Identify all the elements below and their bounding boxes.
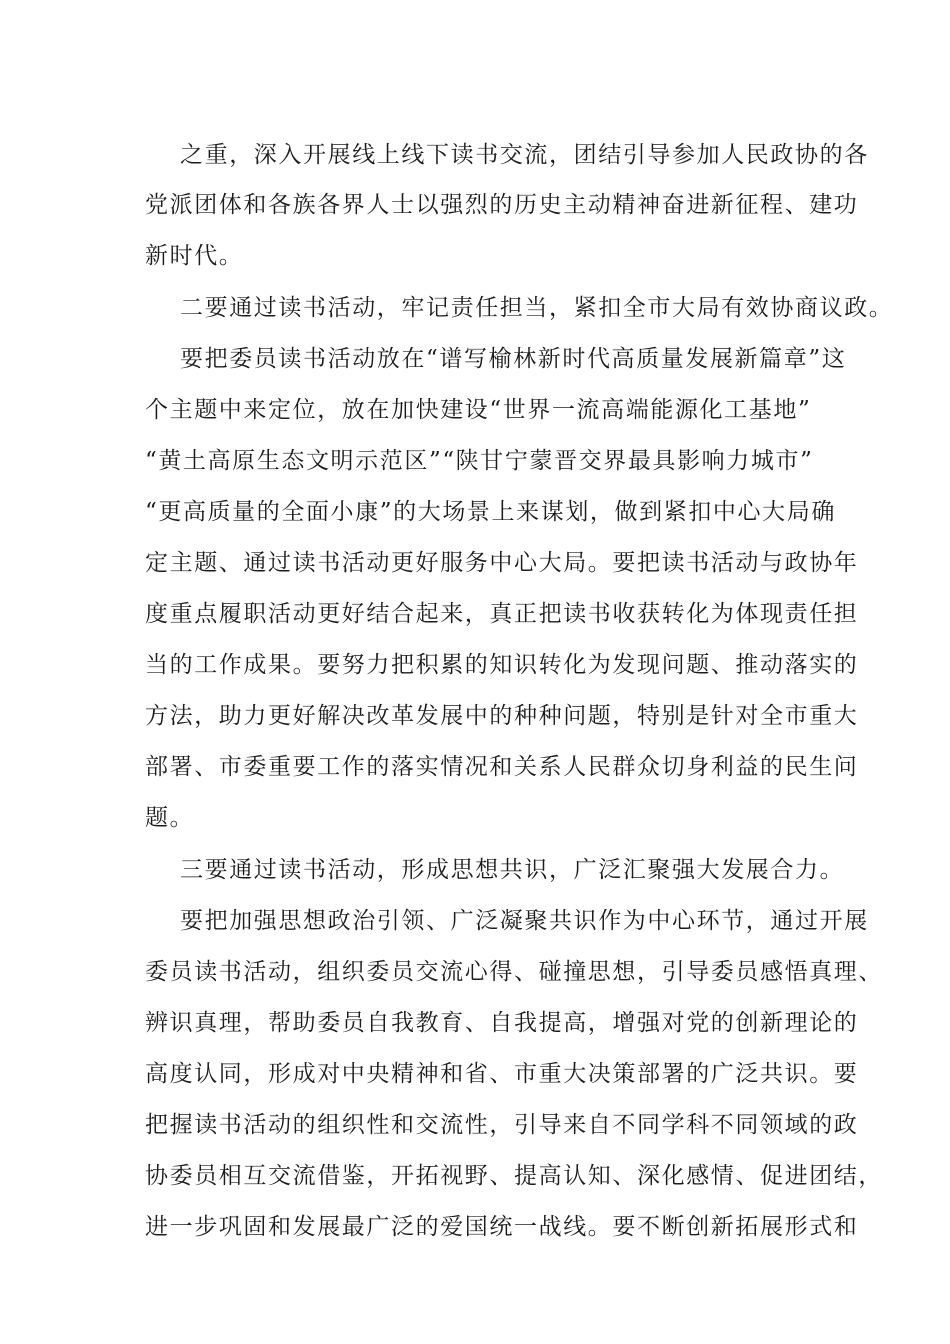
text-line: 度重点履职活动更好结合起来，真正把读书收获转化为体现责任担	[145, 601, 859, 627]
text-line: 协委员相互交流借鉴，开拓视野、提高认知、深化感情、促进团结，	[145, 1163, 883, 1189]
text-line: 进一步巩固和发展最广泛的爱国统一战线。要不断创新拓展形式和	[145, 1214, 859, 1240]
text-line: 委员读书活动，组织委员交流心得、碰撞思想，引导委员感悟真理、	[145, 959, 883, 985]
text-line: 当的工作成果。要努力把积累的知识转化为发现问题、推动落实的	[145, 652, 859, 678]
heading-line: 二要通过读书活动，牢记责任担当，紧扣全市大局有效协商议政。	[180, 295, 894, 321]
heading-line: 三要通过读书活动，形成思想共识，广泛汇聚强大发展合力。	[180, 857, 845, 883]
text-line: “更高质量的全面小康”的大场景上来谋划，做到紧扣中心大局确	[145, 499, 836, 525]
text-line: 题。	[145, 805, 195, 831]
text-line: 定主题、通过读书活动更好服务中心大局。要把读书活动与政协年	[145, 550, 859, 576]
text-line: 之重，深入开展线上线下读书交流，团结引导参加人民政协的各	[180, 142, 869, 168]
text-line: 把握读书活动的组织性和交流性，引导来自不同学科不同领域的政	[145, 1112, 859, 1138]
text-line: 要把加强思想政治引领、广泛凝聚共识作为中心环节，通过开展	[180, 908, 869, 934]
text-line: 要把委员读书活动放在“谱写榆林新时代高质量发展新篇章”这	[180, 346, 847, 372]
text-line: 辨识真理，帮助委员自我教育、自我提高，增强对党的创新理论的	[145, 1010, 859, 1036]
text-line: 高度认同，形成对中央精神和省、市重大决策部署的广泛共识。要	[145, 1061, 859, 1087]
text-line: 党派团体和各族各界人士以强烈的历史主动精神奋进新征程、建功	[145, 192, 859, 218]
text-line: 方法，助力更好解决改革发展中的种种问题，特别是针对全市重大	[145, 703, 859, 729]
text-line: 新时代。	[145, 243, 244, 269]
text-line: 个主题中来定位，放在加快建设“世界一流高端能源化工基地”	[145, 397, 812, 423]
text-line: 部署、市委重要工作的落实情况和关系人民群众切身利益的民生问	[145, 754, 859, 780]
text-line: “黄土高原生态文明示范区”“陕甘宁蒙晋交界最具影响力城市”	[145, 448, 814, 474]
